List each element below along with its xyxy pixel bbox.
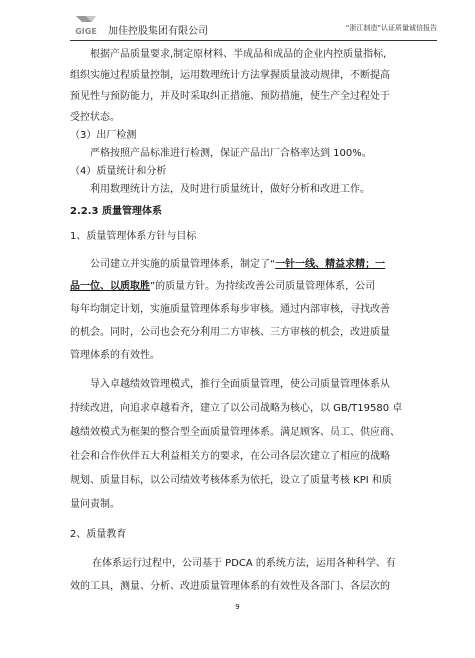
paragraph-line — [70, 257, 437, 273]
report-title: “浙江制造”认证质量诚信报告 — [345, 24, 437, 32]
page-number: 9 — [235, 603, 240, 611]
paragraph-line: 严格按照产品标准进行检测，保证产品出厂合格率达到 100%。 — [90, 148, 372, 159]
section-heading: 2.2.3 质量管理体系 — [70, 206, 162, 217]
paragraph-line: 持续改进，向追求卓越看齐，建立了以公司战略为核心，以 GB/T19580 卓 — [70, 403, 403, 414]
paragraph-line: 社会和合作伙伴五大利益相关方的要求，在公司各层次建立了相应的战略 — [70, 451, 390, 462]
quality-policy-emphasis: 一针一线、精益求精；一 — [275, 259, 386, 270]
quality-policy-emphasis: 品一位、以质取胜 — [70, 281, 150, 292]
paragraph-line: 组织实施过程质量控制，运用数理统计方法掌握质量波动规律，不断提高 — [70, 70, 390, 81]
text-run: ”的质量方针。为持续改善公司质量管理体系，公司 — [150, 281, 376, 292]
header-rule — [70, 40, 437, 41]
paragraph-line: 导入卓越绩效管理模式，推行全面质量管理，使公司质量管理体系从 — [90, 379, 390, 390]
paragraph-line: 管理体系的有效性。 — [70, 350, 160, 361]
company-logo — [70, 14, 102, 38]
subsection-title: （3）出厂检测 — [70, 130, 137, 141]
logo-text: GIGE — [75, 27, 97, 36]
text-run: 公司建立并实施的质量管理体系，制定了“ — [90, 259, 276, 270]
paragraph-line: 越绩效模式为框架的整合型全面质量管理体系。满足顾客、员工、供应商、 — [70, 427, 400, 438]
paragraph-line: 的机会。同时，公司也会充分利用二方审核、三方审核的机会，改进质量 — [70, 327, 390, 338]
subsection-title: 2、质量教育 — [70, 529, 127, 540]
paragraph-line: 效的工具，测量、分析、改进质量管理体系的有效性及各部门、各层次的 — [70, 581, 390, 592]
paragraph-line: 预见性与预防能力，并及时采取纠正措施、预防措施，使生产全过程处于 — [70, 91, 390, 102]
page-header — [70, 14, 437, 40]
paragraph-line: 每年均制定计划，实施质量管理体系每步审核。通过内部审核，寻找改善 — [70, 304, 390, 315]
paragraph-line: 根据产品质量要求,制定原材料、半成品和成品的企业内控质量指标, — [90, 49, 387, 60]
subsection-title: （4）质量统计和分析 — [70, 166, 167, 177]
paragraph-line: 规划、质量目标，以公司绩效考核体系为依托，设立了质量考核 KPI 和质 — [70, 475, 392, 486]
company-name: 加佳控股集团有限公司 — [108, 26, 208, 37]
paragraph-line: 在体系运行过程中，公司基于 PDCA 的系统方法，运用各种科学、有 — [92, 558, 396, 569]
subsection-title: 1、质量管理体系方针与目标 — [70, 231, 197, 242]
paragraph-line: 利用数理统计方法，及时进行质量统计，做好分析和改进工作。 — [90, 184, 370, 195]
paragraph-line — [70, 279, 437, 295]
paragraph-line: 量问责制。 — [70, 499, 120, 510]
paragraph-line: 受控状态。 — [70, 112, 120, 123]
